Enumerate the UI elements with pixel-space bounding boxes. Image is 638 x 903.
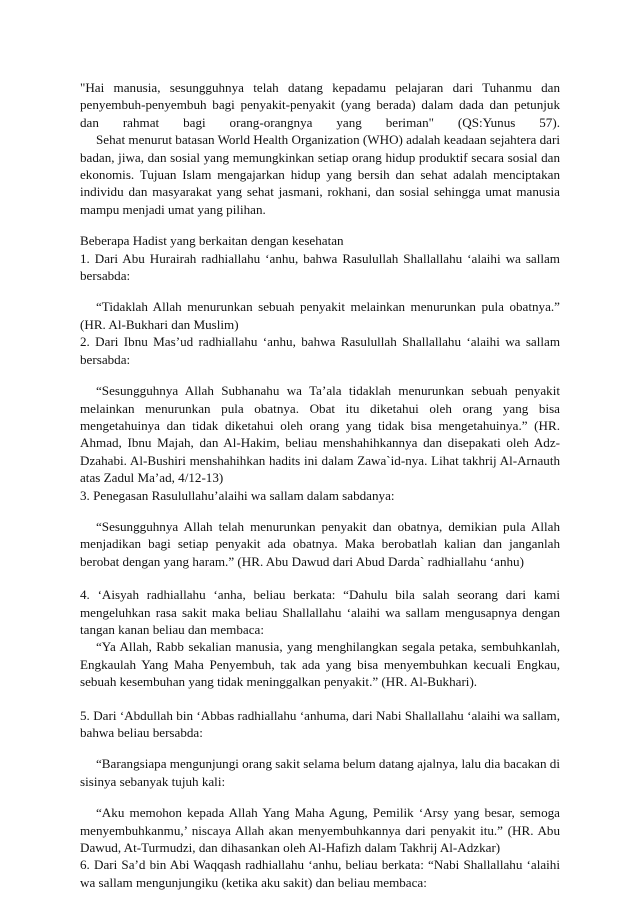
hadith-1-quote: “Tidaklah Allah menurunkan sebuah penyakit melainkan menurunkan pula obatnya.” (HR. Al-Bukhari dan Muslim) — [80, 299, 560, 332]
hadith-3-quote: “Sesungguhnya Allah telah menurunkan penyakit dan obatnya, demikian pula Allah menjadikan bagi setiap penyakit ada obatnya. Maka berobatlah kalian dan janganlah berobat dengan yang haram.” (HR. Abu Dawud dari Abud Darda` radhiallahu ‘anhu) — [80, 518, 560, 569]
health-definition-paragraph: Sehat menurut batasan World Health Organization (WHO) adalah keadaan sejahtera dari badan, jiwa, dan sosial yang memungkinkan setiap orang hidup produktif secara sosial dan ekonomis. Tujuan Islam mengajarkan hidup yang bersih dan sehat adalah menciptakan individu dan masyarakat yang sehat jasmani, rokhani, dan sosial sehingga umat manusia mampu menjadi umat yang pilihan. — [80, 132, 560, 217]
hadith-5-prayer-quote: “Aku memohon kepada Allah Yang Maha Agung, Pemilik ‘Arsy yang besar, semoga menyembuhkanmu,’ niscaya Allah akan menyembuhkannya dari penyakit itu.” (HR. Abu Dawud, At-Turmudzi, dan dihasankan oleh Al-Hafizh dalam Takhrij Al-Adzkar) — [80, 805, 560, 856]
hadith-1-intro: 1. Dari Abu Hurairah radhiallahu ‘anhu, bahwa Rasulullah Shallallahu ‘alaihi wa sallam bersabda: — [80, 250, 560, 284]
hadith-5-quote: “Barangsiapa mengunjungi orang sakit selama belum datang ajalnya, lalu dia bacakan di sisinya sebanyak tujuh kali: — [80, 756, 560, 789]
hadith-2-intro: 2. Dari Ibnu Mas’ud radhiallahu ‘anhu, bahwa Rasulullah Shallallahu ‘alaihi wa sallam bersabda: — [80, 334, 560, 367]
hadith-4-intro: 4. ‘Aisyah radhiallahu ‘anha, beliau berkata: “Dahulu bila salah seorang dari kami mengeluhkan rasa sakit maka beliau Shallallahu ‘alaihi wa sallam mengusapnya dengan tangan kanan beliau dan membaca: — [80, 587, 560, 637]
document-page — [80, 79, 560, 891]
hadith-2-quote: “Sesungguhnya Allah Subhanahu wa Ta’ala tidaklah menurunkan sebuah penyakit melainkan menurunkan pula obatnya. Obat itu diketahui oleh orang yang bisa mengetahuinya dan tidak diketahui oleh orang yang tidak bisa mengetahuinya.” (HR. Ahmad, Ibnu Majah, dan Al-Hakim, beliau menshahihkannya dan disepakati oleh Adz-Dzahabi. Al-Bushiri menshahihkan hadits ini dalam Zawa`id-nya. Lihat takhrij Al-Arnauth atas Zadul Ma’ad, 4/12-13) — [80, 383, 560, 486]
hadith-5-intro: 5. Dari ‘Abdullah bin ‘Abbas radhiallahu ‘anhuma, dari Nabi Shallallahu ‘alaihi wa sallam, bahwa beliau bersabda: — [80, 707, 560, 740]
hadith-6-intro: 6. Dari Sa’d bin Abi Waqqash radhiallahu ‘anhu, beliau berkata: “Nabi Shallallahu ‘alaihi wa sallam mengunjungiku (ketika aku sakit) dan beliau membaca: — [80, 857, 560, 890]
hadith-3-intro: 3. Penegasan Rasulullahu’alaihi wa sallam dalam sabdanya: — [80, 487, 395, 503]
hadith-section-heading: Beberapa Hadist yang berkaitan dengan kesehatan — [80, 233, 344, 249]
hadith-4-quote: “Ya Allah, Rabb sekalian manusia, yang menghilangkan segala petaka, sembuhkanlah, Engkaulah Yang Maha Penyembuh, tak ada yang bisa menyembuhkan kecuali Engkau, sebuah kesembuhan yang tidak meninggalkan penyakit.” (HR. Al-Bukhari). — [80, 639, 560, 690]
quran-quote-paragraph: "Hai manusia, sesungguhnya telah datang kepadamu pelajaran dari Tuhanmu dan penyembuh-penyembuh bagi penyakit-penyakit (yang berada) dalam dada dan petunjuk dan rahmat bagi orang-orangnya yang beriman" (QS:Yunus 57). — [80, 80, 560, 130]
